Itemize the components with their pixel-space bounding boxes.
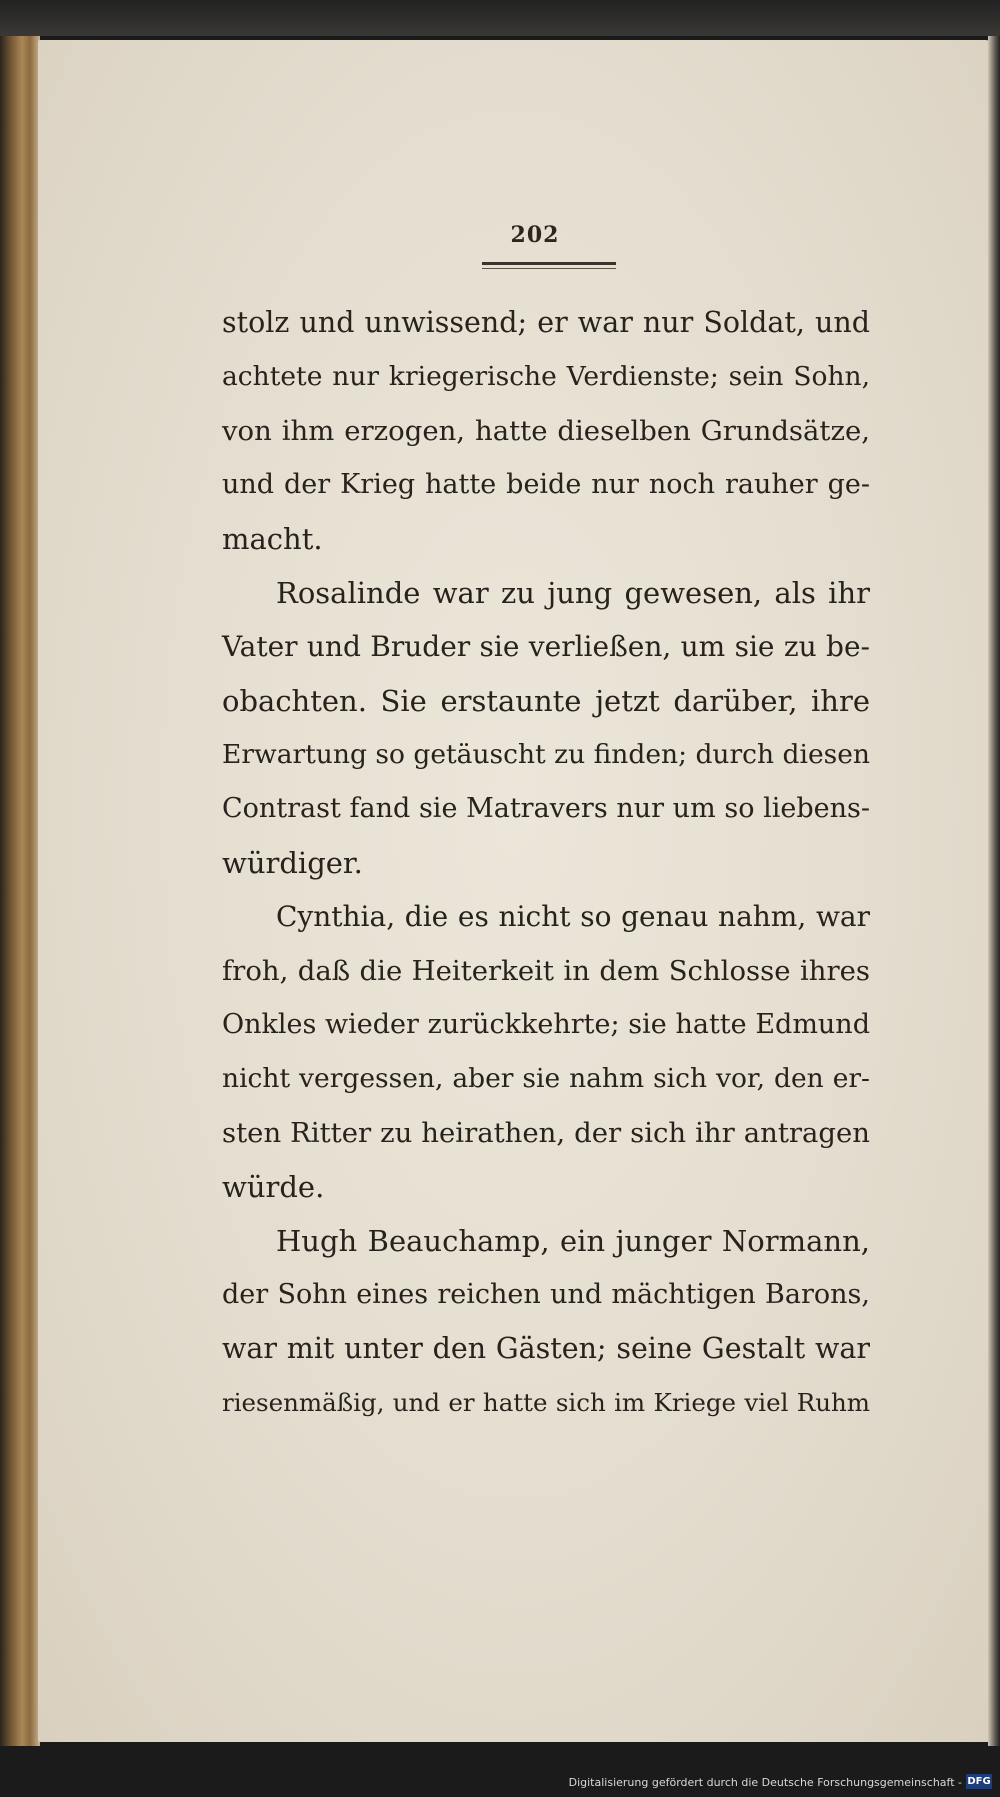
text-line: obachten. Sie erstaunte jetzt darüber, ihre (222, 684, 870, 718)
text-line: nicht vergessen, aber sie nahm sich vor, den er- (222, 1063, 870, 1094)
text-line: Contrast fand sie Matravers nur um so liebens- (222, 793, 870, 824)
scan-top-border (0, 0, 1000, 36)
text-line: froh, daß die Heiterkeit in dem Schlosse ihres (222, 955, 870, 987)
text-line: Vater und Bruder sie verließen, um sie zu be- (222, 630, 870, 663)
text-line: sten Ritter zu heirathen, der sich ihr antragen (222, 1117, 870, 1149)
text-line: Onkles wieder zurückkehrte; sie hatte Edmund (222, 1009, 870, 1040)
scan-bottom-border (0, 1746, 1000, 1797)
text-line: von ihm erzogen, hatte dieselben Grundsätze, (222, 415, 870, 447)
page-right-edge (988, 36, 1000, 1746)
text-line: würdiger. (222, 846, 363, 880)
body-text (222, 296, 870, 1430)
text-line: würde. (222, 1170, 325, 1204)
page-number: 202 (510, 222, 560, 248)
text-line: macht. (222, 522, 323, 556)
text-line: Erwartung so getäuscht zu finden; durch diesen (222, 739, 870, 770)
header-rule (482, 262, 616, 269)
book-gutter-edge (0, 36, 40, 1746)
text-line: der Sohn eines reichen und mächtigen Barons, (222, 1279, 870, 1310)
text-line: Hugh Beauchamp, ein junger Normann, (276, 1224, 870, 1258)
text-line: riesenmäßig, und er hatte sich im Kriege viel Ruhm (222, 1388, 870, 1417)
text-line: Rosalinde war zu jung gewesen, als ihr (276, 576, 870, 610)
text-line: war mit unter den Gästen; seine Gestalt war (222, 1332, 870, 1365)
text-line: Cynthia, die es nicht so genau nahm, war (276, 900, 870, 933)
dfg-logo: DFG (967, 1776, 991, 1787)
text-line: achtete nur kriegerische Verdienste; sein Sohn, (222, 361, 870, 392)
digitization-credit: Digitalisierung gefördert durch die Deutsche Forschungsgemeinschaft - (568, 1776, 962, 1789)
text-line: stolz und unwissend; er war nur Soldat, und (222, 306, 870, 339)
text-line: und der Krieg hatte beide nur noch rauher ge- (222, 469, 870, 500)
